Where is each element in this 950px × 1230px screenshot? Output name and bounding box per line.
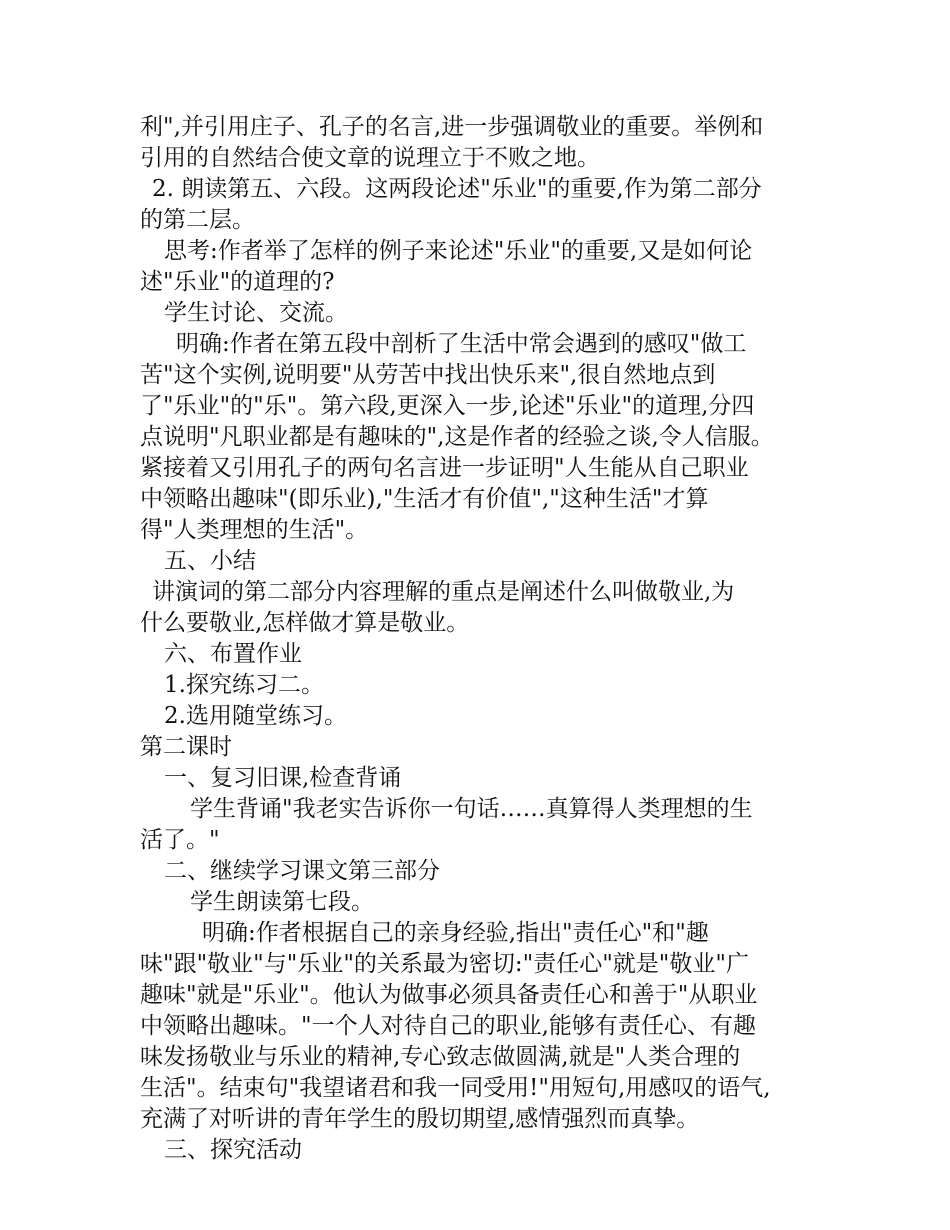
text-line: 活了。" <box>140 827 220 853</box>
section-heading: 一、复习旧课,检查背诵 <box>164 765 402 791</box>
text-line: 苦"这个实例,说明要"从劳苦中找出快乐来",很自然地点到 <box>140 362 716 388</box>
lesson-heading: 第二课时 <box>140 734 232 760</box>
text-line: 利",并引用庄子、孔子的名言,进一步强调敬业的重要。举例和 <box>140 114 764 140</box>
text-line: 中领略出趣味"(即乐业),"生活才有价值","这种生活"才算 <box>140 486 709 512</box>
text-line: 明确:作者在第五段中剖析了生活中常会遇到的感叹"做工 <box>176 331 747 357</box>
section-heading: 二、继续学习课文第三部分 <box>164 858 440 884</box>
text-line: 紧接着又引用孔子的两句名言进一步证明"人生能从自己职业 <box>140 455 749 481</box>
text-line: 讲演词的第二部分内容理解的重点是阐述什么叫做敬业,为 <box>152 579 735 605</box>
text-line: 味发扬敬业与乐业的精神,专心致志做圆满,就是"人类合理的 <box>140 1044 741 1070</box>
section-heading: 六、布置作业 <box>164 641 302 667</box>
text-line: 充满了对听讲的青年学生的殷切期望,感情强烈而真挚。 <box>140 1106 700 1132</box>
text-line: 什么要敬业,怎样做才算是敬业。 <box>140 610 470 636</box>
text-line: 中领略出趣味。"一个人对待自己的职业,能够有责任心、有趣 <box>140 1013 756 1039</box>
text-line: 味"跟"敬业"与"乐业"的关系最为密切:"责任心"就是"敬业"广 <box>140 951 749 977</box>
text-line: 引用的自然结合使文章的说理立于不败之地。 <box>140 145 600 171</box>
list-item: 1.探究练习二。 <box>164 672 324 698</box>
text-line: 明确:作者根据自己的亲身经验,指出"责任心"和"趣 <box>202 920 709 946</box>
text-line: 的第二层。 <box>140 207 255 233</box>
text-line: 学生背诵"我老实告诉你一句话……真算得人类理想的生 <box>190 796 753 822</box>
list-item: 2.选用随堂练习。 <box>164 703 347 729</box>
text-line: 学生朗读第七段。 <box>190 889 374 915</box>
text-line: 述"乐业"的道理的? <box>140 269 335 295</box>
text-line: 思考:作者举了怎样的例子来论述"乐业"的重要,又是如何论 <box>164 238 753 264</box>
text-line: 趣味"就是"乐业"。他认为做事必须具备责任心和善于"从职业 <box>140 982 758 1008</box>
text-line: 点说明"凡职业都是有趣味的",这是作者的经验之谈,令人信服。 <box>140 424 774 450</box>
document-page <box>140 112 820 1166</box>
text-line: 生活"。结束句"我望诸君和我一同受用!"用短句,用感叹的语气, <box>140 1075 771 1101</box>
text-line: 学生讨论、交流。 <box>164 300 348 326</box>
text-line: 了"乐业"的"乐"。第六段,更深入一步,论述"乐业"的道理,分四 <box>140 393 755 419</box>
section-heading: 三、探究活动 <box>164 1137 302 1163</box>
text-line: 2. 朗读第五、六段。这两段论述"乐业"的重要,作为第二部分 <box>152 176 762 202</box>
text-line: 得"人类理想的生活"。 <box>140 517 369 543</box>
section-heading: 五、小结 <box>164 548 256 574</box>
